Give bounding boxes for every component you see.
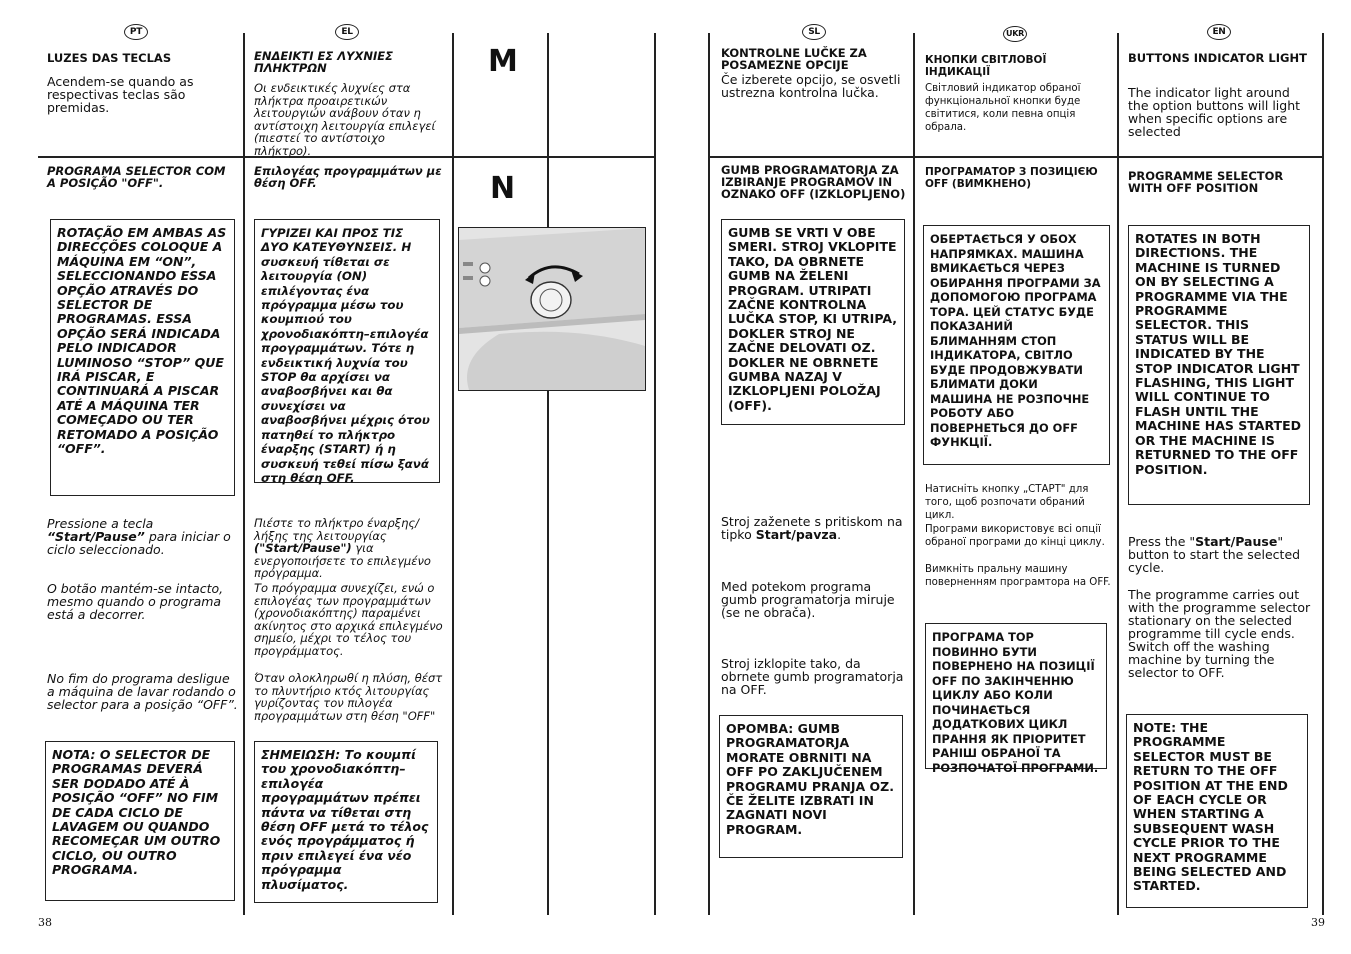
en-heading-lights: BUTTONS INDICATOR LIGHT [1128,51,1307,65]
column-divider [547,33,549,915]
lang-badge-en: EN [1207,24,1231,40]
en-text-lights: The indicator light around the option buttons will light when specific options are selected [1128,85,1301,139]
pt-text-lights: Acendem-se quando as respectivas teclas são premidas. [47,74,194,115]
column-divider [452,33,454,915]
pt-heading-selector: PROGRAMA SELECTOR COM A POSIÇÃO "OFF". [47,164,226,190]
pt-text-stationary: O botão mantém-se intacto, mesmo quando o programa está a decorrer. [47,581,224,622]
el-text-lights: Οι ενδεικτικές λυχνίες στα πλήκτρα προαιρετικών λειτουργιών ανάβουν όταν η αντίστοιχη λειτουργία επιλεγεί (πιεστεί το αντίστοιχο πλήκτρο). [254,81,436,158]
program-knob [531,282,571,318]
sl-text-stationary: Med potekom programa gumb programatorja miruje (se ne obrača). [721,579,895,620]
sl-heading-selector: GUMB PROGRAMATORJA ZA IZBIRANJE PROGRAMOV IN OZNAKO OFF (IZKLOPLJENO) [721,163,906,201]
en-text-stationary-off: The programme carries out with the programme selector stationary on the selected programme till cycle ends. Switch off the washing machine by turning the selector to OFF. [1128,587,1311,680]
lang-badge-sl: SL [802,24,826,40]
pt-text-off: No fim do programa desligue a máquina de lavar rodando o selector para a posição “OFF”. [47,671,238,712]
column-divider [913,33,915,915]
el-text-stationary: Το πρόγραμμα συνεχίζει, ενώ ο επιλογέας των προγραμμάτων (χρονοδιακόπτης) παραμένει ακίνητος στο αρχικά επιλεγμένο σημείο, μέχρι το τέλος του προγράμματος. [254,581,443,658]
en-heading-selector: PROGRAMME SELECTOR WITH OFF POSITION [1128,169,1284,195]
ukr-note-box: ПРОГРАМА ТОР ПОВИННО БУТИ ПОВЕРНЕНО НА ПОЗИЦІЇ OFF ПО ЗАКІНЧЕННЮ ЦИКЛУ АБО КОЛИ ПОЧИНАЄТЬСЯ ДОДАТКОВИХ ЦИКЛ ПРАННЯ ЯК ПРІОРИТЕТ РАНІШ ОБРАНОЇ ТА РОЗПОЧАТОЇ ПРОГРАМИ. [925,623,1107,769]
el-heading-lights: ΕΝΔΕΙΚΤΙ ΕΣ ΛΥΧΝΙΕΣ ΠΛΗΚΤΡΩΝ [254,49,393,75]
el-heading-selector: Επιλογέας προγραμμάτων με θέση OFF. [254,164,442,190]
ukr-text-off: Вимкніть пральну машину поверненням програмтора на OFF. [925,564,1111,588]
en-text-start: Press the "Start/Pause" button to start the selected cycle. [1128,534,1301,575]
sl-text-start: Stroj zaženete s pritiskom na tipko Start/pavza. [721,514,903,542]
lang-badge-el: EL [335,24,359,40]
ukr-info-box: ОБЕРТАЄТЬСЯ У ОБОХ НАПРЯМКАХ. МАШИНА ВМИКАЄТЬСЯ ЧЕРЕЗ ОБИРАННЯ ПРОГРАМИ ЗА ДОПОМОГОЮ ПРОГРАМА ТОРА. ЦЕЙ СТАТУС БУДЕ ПОКАЗАНИЙ БЛИМАННЯМ СТОП ІНДИКАТОРА, СВІТЛО БУДЕ ПРОДОВЖУВАТИ БЛИМАТИ ДОКИ МАШИНА НЕ РОЗПОЧНЕ РОБОТУ АБО ПОВЕРНЕТЬСЯ ДО OFF ФУНКЦІЇ. [923,225,1110,465]
figure-letter-n: N [490,171,516,206]
el-note-box: ΣΗΜΕΙΩΣΗ: Το κουμπί του χρονοδιακόπτη– επιλογέα προγραμμάτων πρέπει πάντα να τίθεται στη θέση OFF μετά το τέλος ενός προγράμματος ή πριν επιλεγεί ένα νέο πρόγραμμα πλυσίματος. [254,741,438,903]
section-divider [708,156,1324,158]
pt-info-box: ROTAÇÃO EM AMBAS AS DIRECÇÕES COLOQUE A MÁQUINA EM “ON”, SELECCIONANDO ESSA OPÇÃO ATRAVÉS DO SELECTOR DE PROGRAMAS. ESSA OPÇÃO SERÁ INDICADA PELO INDICADOR LUMINOSO “STOP” QUE IRÁ PISCAR, E CONTINUARÁ A PISCAR ATÉ A MÁQUINA TER COMEÇADO OU TER RETOMADO A POSIÇÃO “OFF”. [50,219,235,496]
sl-info-box: GUMB SE VRTI V OBE SMERI. STROJ VKLOPITE TAKO, DA OBRNETE GUMB NA ŽELENI PROGRAM. UTRIPATI ZAČNE KONTROLNA LUČKA STOP, KI UTRIPA, DOKLER STROJ NE ZAČNE DELOVATI OZ. DOKLER NE OBRNETE GUMBA NAZAJ V IZKLOPLJENI POLOŽAJ (OFF). [721,219,905,425]
page-number-right: 39 [1311,916,1325,929]
el-info-box: ΓΥΡΙΖΕΙ ΚΑΙ ΠΡΟΣ ΤΙΣ ΔΥΟ ΚΑΤΕΥΘΥΝΣΕΙΣ. Η συσκευή τίθεται σε λειτουργία (ON) επιλέγοντας ένα πρόγραμμα μέσω του κουμπιού του χρονοδιακόπτη–επιλογέα προγραμμάτων. Τότε η ενδεικτική λυχνία του STOP θα αρχίσει να αναβοσβήνει και θα συνεχίσει να αναβοσβήνει μέχρις ότου πατηθεί το πλήκτρο έναρξης (START) ή η συσκευή τεθεί πίσω ξανά στη θέση OFF. [254,219,440,483]
pt-text-start: Pressione a tecla “Start/Pause” para iniciar o ciclo seleccionado. [47,516,231,557]
sl-text-off: Stroj izklopite tako, da obrnete gumb programatorja na OFF. [721,656,904,697]
lang-badge-pt: PT [124,24,148,40]
pt-note-box: NOTA: O SELECTOR DE PROGRAMAS DEVERÁ SER DODADO ATÉ À POSIÇÃO “OFF” NO FIM DE CADA CICLO DE LAVAGEM OU QUANDO RECOMEÇAR UM OUTRO CICLO, OU OUTRO PROGRAMA. [45,741,235,901]
ukr-text-stationary: Програми використовує всі опції обраної програми до кінці циклу. [925,524,1105,548]
ukr-heading-lights: КНОПКИ СВІТЛОВОЇ ІНДИКАЦІЇ [925,54,1047,78]
pt-heading-lights: LUZES DAS TECLAS [47,51,172,65]
program-selector-drawing [459,228,645,390]
el-text-off: Όταν ολοκληρωθί η πλύση, θέστ το πλυντήριο κτός λιτουργίας γυρίζοντας τον πιλογέα προγραμμάτων στη θέση "OFF" [254,671,443,723]
lang-badge-ukr: UKR [1003,26,1027,42]
ukr-text-lights: Світловий індикатор обраної функціональної кнопки буде світитися, коли певна опція обрала. [925,83,1081,133]
figure-letter-m: M [488,44,518,79]
column-divider [1117,33,1119,915]
column-divider [243,33,245,915]
ukr-text-start: Натисніть кнопку „СТАРТ" для того, щоб розпочати обраний цикл. [925,484,1089,521]
en-info-box: ROTATES IN BOTH DIRECTIONS. THE MACHINE IS TURNED ON BY SELECTING A PROGRAMME VIA THE PROGRAMME SELECTOR. THIS STATUS WILL BE INDICATED BY THE STOP INDICATOR LIGHT FLASHING, THIS LIGHT WILL CONTINUE TO FLASH UNTIL THE MACHINE HAS STARTED OR THE MACHINE IS RETURNED TO THE OFF POSITION. [1128,225,1310,505]
page-number-left: 38 [38,916,52,929]
program-selector-illustration [458,227,646,391]
ukr-heading-selector: ПРОГРАМАТОР З ПОЗИЦІЄЮ OFF (ВИМКНЕНО) [925,166,1098,190]
en-note-box: NOTE: THE PROGRAMME SELECTOR MUST BE RETURN TO THE OFF POSITION AT THE END OF EACH CYCLE OR WHEN STARTING A SUBSEQUENT WASH CYCLE PRIOR TO THE NEXT PROGRAMME BEING SELECTED AND STARTED. [1126,714,1308,908]
column-divider [654,33,656,915]
column-divider [1322,33,1324,915]
column-divider [708,33,710,915]
el-text-start: Πιέστε το πλήκτρο έναρξης/ λήξης της λειτουργίας ("Start/Pause") για ενεργοποιήσετε το επιλεγμένο πρόγραμμα. [254,516,431,580]
sl-heading-lights: KONTROLNE LUČKE ZA POSAMEZNE OPCIJE [721,46,867,72]
sl-note-box: OPOMBA: GUMB PROGRAMATORJA MORATE OBRNITI NA OFF PO ZAKLJUČENEM PROGRAMU PRANJA OZ. ČE ŽELITE IZBRATI IN ZAGNATI NOVI PROGRAM. [719,715,903,858]
sl-text-lights: Če izberete opcijo, se osvetli ustrezna kontrolna lučka. [721,72,901,100]
